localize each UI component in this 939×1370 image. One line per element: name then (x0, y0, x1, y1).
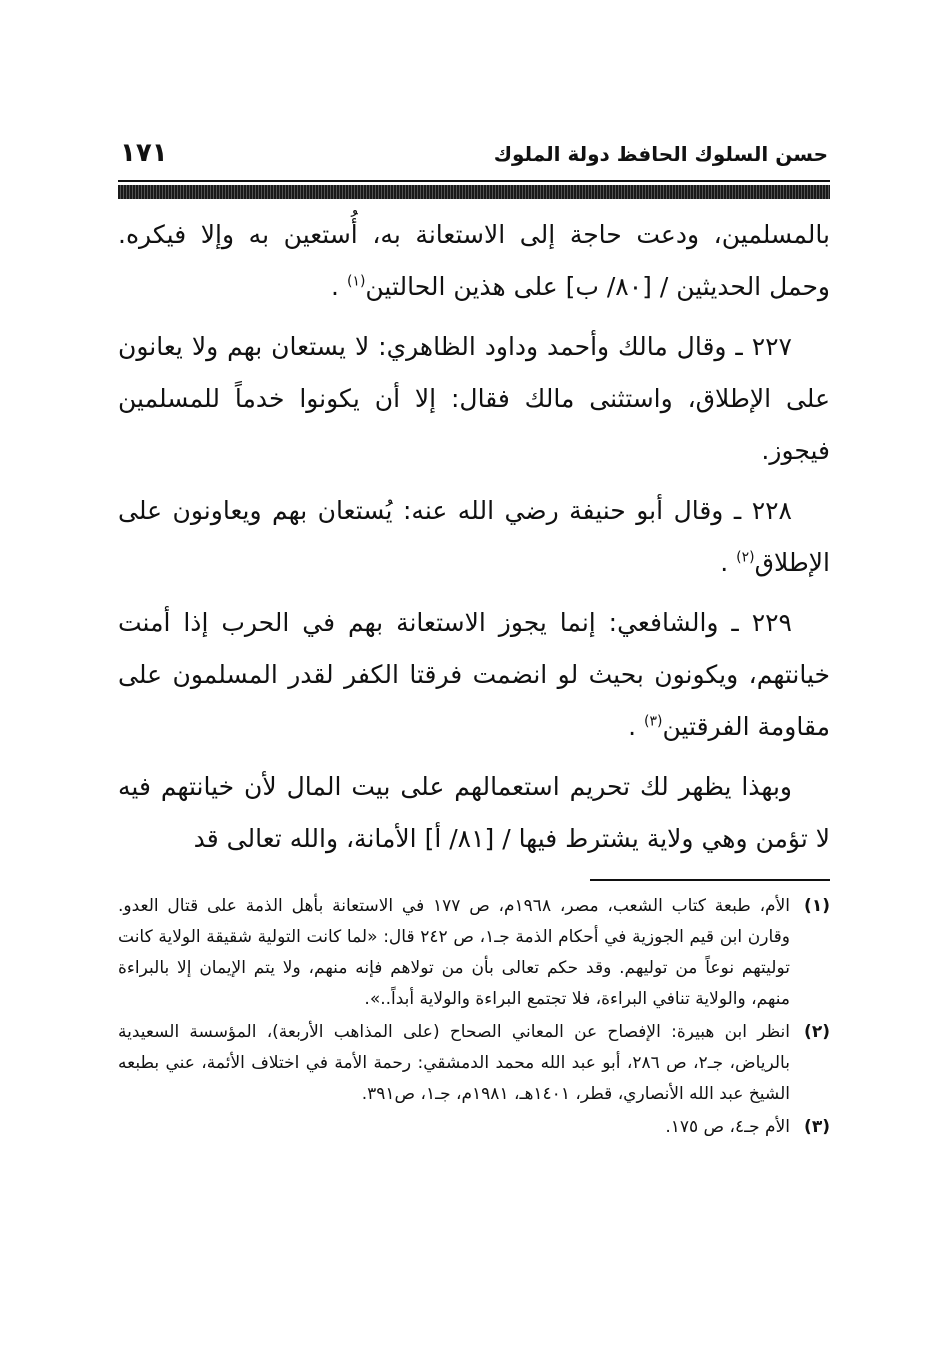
paragraph-229-text: ٢٢٩ ـ والشافعي: إنما يجوز الاستعانة بهم في الحرب إذا أمنت خيانتهم، ويكونون بحيث لو انضمت فرقتا الكفر لقدر المسلمون على مقاومة الفرقتين (118, 608, 830, 741)
paragraph-229-end: . (628, 712, 644, 741)
footnote-number: (١) (804, 896, 830, 916)
paragraph-227-text: ٢٢٧ ـ وقال مالك وأحمد وداود الظاهري: لا يستعان بهم ولا يعانون على الإطلاق، واستثنى مالك فقال: إلا أن يكونوا خدماً للمسلمين فيجوز. (118, 332, 830, 465)
footnote-ref-1[interactable]: (١) (346, 273, 366, 290)
footnote-ref-2[interactable]: (٢) (736, 549, 755, 566)
header-rule-thick (118, 185, 830, 199)
paragraph-1-text: بالمسلمين، ودعت حاجة إلى الاستعانة به، أُستعين به وإلا فيكره. وحمل الحديثين / [٨٠/ ب] على هذين الحالتين (118, 220, 830, 301)
main-text (118, 209, 830, 865)
paragraph-227 (118, 321, 830, 477)
running-title: حسن السلوك الحافظ دولة الملوك (493, 142, 828, 166)
footnote-text: الأم جـ٤، ص ١٧٥. (665, 1117, 790, 1137)
footnote-separator (590, 879, 830, 881)
footnote-ref-3[interactable]: (٣) (643, 713, 663, 730)
page-header (118, 138, 830, 180)
page-number: ١٧١ (120, 138, 168, 168)
paragraph-228 (118, 485, 830, 589)
footnote-2 (118, 1017, 830, 1110)
paragraph-229 (118, 597, 830, 753)
paragraph-5-text: وبهذا يظهر لك تحريم استعمالهم على بيت المال لأن خيانتهم فيه لا تؤمن وهي ولاية يشترط فيها / [٨١/ أ] الأمانة، والله تعالى قد (118, 772, 830, 853)
paragraph-228-text: ٢٢٨ ـ وقال أبو حنيفة رضي الله عنه: يُستعان بهم ويعاونون على الإطلاق (118, 496, 830, 577)
footnote-3 (118, 1112, 830, 1143)
footnote-number: (٢) (804, 1022, 830, 1042)
footnote-number: (٣) (804, 1117, 830, 1137)
paragraph-1-end: . (331, 272, 347, 301)
footnote-text: انظر ابن هبيرة: الإفصاح عن المعاني الصحاح (على المذاهب الأربعة)، المؤسسة السعيدية بالرياض، جـ٢، ص ٢٨٦، أبو عبد الله محمد الدمشقي: رحمة الأمة في اختلاف الأئمة، عني بطبعه الشيخ عبد الله الأنصاري، قطر، ١٤٠١هـ، ١٩٨١م، جـ١، ص٣٩١. (118, 1022, 790, 1104)
footnotes (118, 891, 830, 1143)
footnote-text: الأم، طبعة كتاب الشعب، مصر، ١٩٦٨م، ص ١٧٧ في الاستعانة بأهل الذمة على قتال العدو. وقارن ابن قيم الجوزية في أحكام الذمة جـ١، ص ٢٤٢ قال: «لما كانت التولية شقيقة الولاية كانت توليتهم نوعاً من توليهم. وقد حكم تعالى بأن من تولاهم فإنه منهم، ولا يتم الإيمان إلا بالبراءة منهم، والولاية تنافي البراءة، فلا تجتمع البراءة والولاية أبداً..». (118, 896, 790, 1009)
paragraph-228-end: . (720, 548, 737, 577)
book-page (118, 138, 830, 1338)
paragraph-1 (118, 209, 830, 313)
paragraph-5 (118, 761, 830, 865)
footnote-1 (118, 891, 830, 1015)
header-rule-thin (118, 180, 830, 182)
